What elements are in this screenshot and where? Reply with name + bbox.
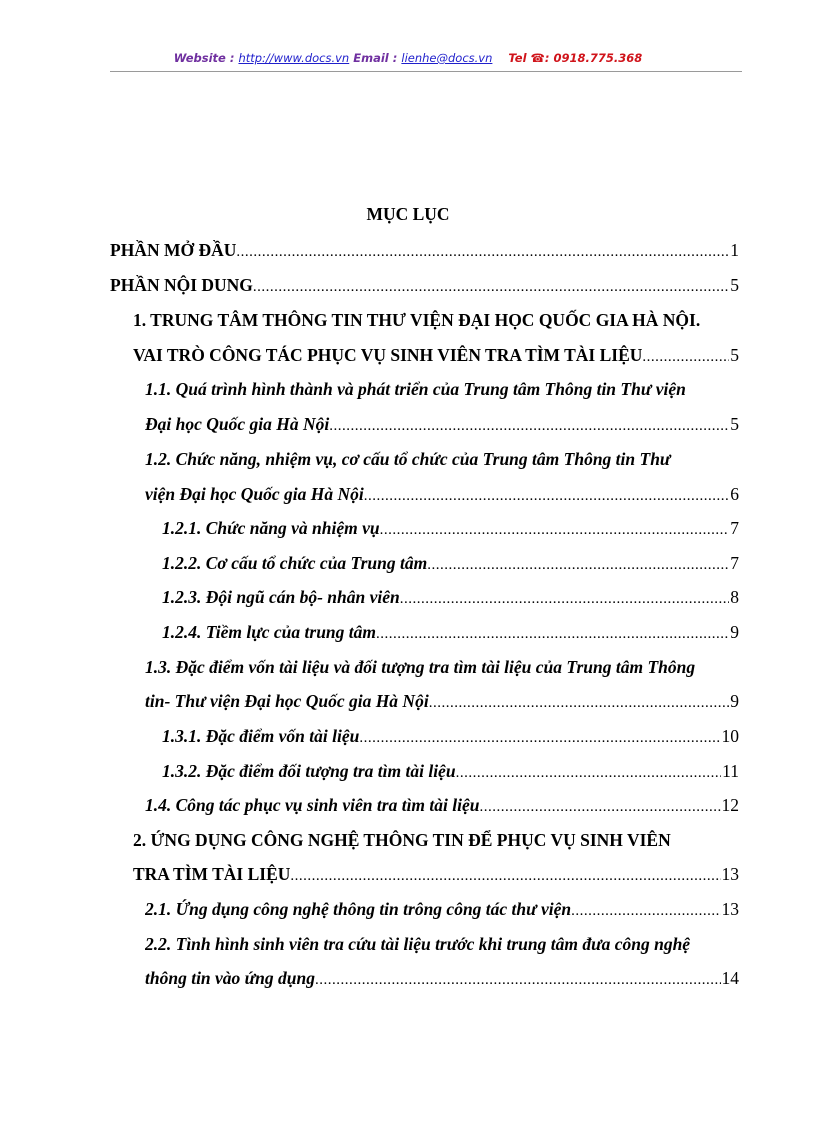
toc-entry[interactable]: thông tin vào ứng dụng ..... 14 <box>145 966 739 990</box>
toc-entry[interactable]: 1.1. Quá trình hình thành và phát triển của Trung tâm Thông tin Thư viện <box>145 379 686 399</box>
toc-entry[interactable]: 2.2. Tình hình sinh viên tra cứu tài liệu trước khi trung tâm đưa công nghệ <box>145 934 691 954</box>
toc-entry[interactable]: Đại học Quốc gia Hà Nội ..... 5 <box>145 412 739 436</box>
email-label: Email <box>353 51 389 65</box>
toc-entry[interactable]: 1.4. Công tác phục vụ sinh viên tra tìm tài liệu ..... 12 <box>145 793 739 817</box>
toc-entry[interactable]: 2.1. Ứng dụng công nghệ thông tin trông công tác thư viện ..... 13 <box>145 897 739 921</box>
toc-entry[interactable]: PHẦN NỘI DUNG ..... 5 <box>110 273 739 297</box>
header-divider <box>110 71 742 72</box>
tel-label: Tel <box>508 51 527 65</box>
toc-entry[interactable]: 1.2. Chức năng, nhiệm vụ, cơ cấu tổ chức của Trung tâm Thông tin Thư <box>145 449 671 469</box>
toc-entry[interactable]: tin- Thư viện Đại học Quốc gia Hà Nội ..... 9 <box>145 689 739 713</box>
toc-entry[interactable]: 2. ỨNG DỤNG CÔNG NGHỆ THÔNG TIN ĐỂ PHỤC VỤ SINH VIÊN <box>133 830 671 850</box>
toc-entry[interactable]: viện Đại học Quốc gia Hà Nội ..... 6 <box>145 482 739 506</box>
email-separator: : <box>392 51 398 65</box>
toc-entry[interactable]: 1.3.2. Đặc điểm đối tượng tra tìm tài liệu ..... 11 <box>162 759 739 783</box>
phone-icon: ☎ <box>530 51 545 65</box>
website-link[interactable]: http://www.docs.vn <box>238 51 350 65</box>
toc-entry[interactable]: 1.2.4. Tiềm lực của trung tâm ..... 9 <box>162 620 739 644</box>
toc-entry[interactable]: 1.2.2. Cơ cấu tổ chức của Trung tâm ..... 7 <box>162 551 739 575</box>
email-link[interactable]: lienhe@docs.vn <box>401 51 493 65</box>
toc-entry[interactable]: TRA TÌM TÀI LIỆU ..... 13 <box>133 862 739 886</box>
toc-entry[interactable]: 1.3.1. Đặc điểm vốn tài liệu ..... 10 <box>162 724 739 748</box>
website-label: Website : <box>173 51 235 65</box>
toc-entry[interactable]: 1.2.1. Chức năng và nhiệm vụ ..... 7 <box>162 516 739 540</box>
toc-entry[interactable]: 1. TRUNG TÂM THÔNG TIN THƯ VIỆN ĐẠI HỌC QUỐC GIA HÀ NỘI. <box>133 310 701 330</box>
toc-entry[interactable]: VAI TRÒ CÔNG TÁC PHỤC VỤ SINH VIÊN TRA TÌM TÀI LIỆU ..... 5 <box>133 343 739 367</box>
tel-number: : 0918.775.368 <box>544 51 643 65</box>
toc-entry[interactable]: PHẦN MỞ ĐẦU ..... 1 <box>110 238 739 262</box>
page-header <box>0 51 816 65</box>
toc-entry[interactable]: 1.2.3. Đội ngũ cán bộ- nhân viên ..... 8 <box>162 585 739 609</box>
toc-title: MỤC LỤC <box>366 204 450 224</box>
toc-entry[interactable]: 1.3. Đặc điểm vốn tài liệu và đối tượng tra tìm tài liệu của Trung tâm Thông <box>145 657 696 677</box>
